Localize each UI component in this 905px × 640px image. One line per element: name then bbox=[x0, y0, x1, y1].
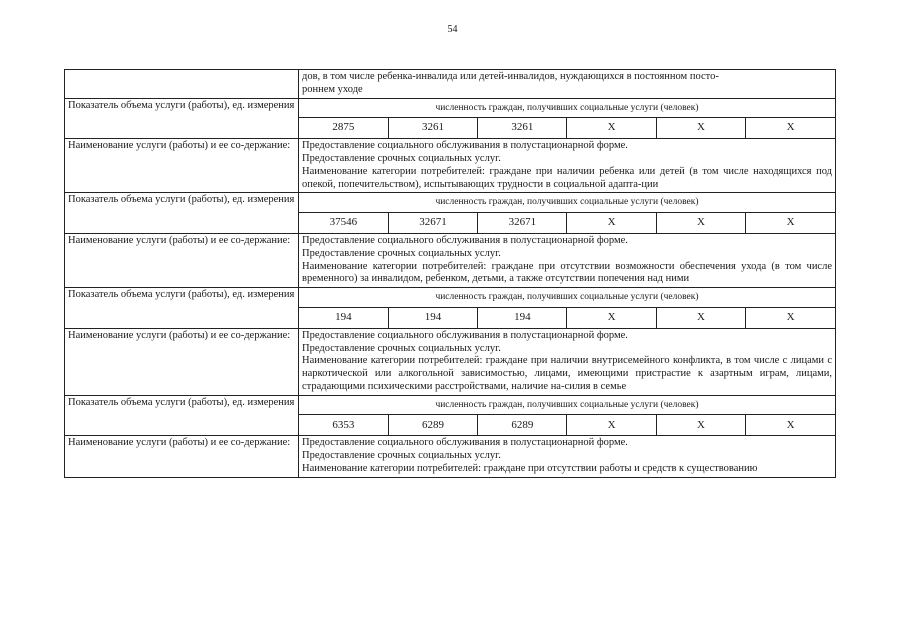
continuation-text: дов, в том числе ребенка-инвалида или детей-инвалидов, нуждающихся в постоянном посто- роннем уходе bbox=[299, 70, 836, 99]
value-cell: 194 bbox=[478, 307, 567, 328]
value-cell: X bbox=[567, 212, 656, 233]
service-label: Наименование услуги (работы) и ее со-держание: bbox=[65, 328, 299, 395]
indicator-row bbox=[65, 395, 836, 436]
unit-text: численность граждан, получивших социальные услуги (человек) bbox=[435, 102, 699, 113]
service-label: Наименование услуги (работы) и ее со-держание: bbox=[65, 139, 299, 193]
empty-label-cell bbox=[65, 70, 299, 99]
value-cell: 194 bbox=[388, 307, 477, 328]
service-row bbox=[65, 139, 836, 193]
service-row bbox=[65, 436, 836, 477]
value-cell: 6353 bbox=[299, 415, 388, 436]
indicator-row bbox=[65, 98, 836, 139]
unit-text: численность граждан, получивших социальные услуги (человек) bbox=[435, 399, 699, 410]
indicator-label: Показатель объема услуги (работы), ед. измерения bbox=[65, 395, 299, 436]
service-content: Предоставление социального обслуживания в полустационарной форме. Предоставление срочных социальных услуг. Наименование категории потребителей: граждане при отсутствии работы и средств к существованию bbox=[299, 436, 836, 477]
services-table bbox=[64, 69, 836, 478]
service-content: Предоставление социального обслуживания в полустационарной форме. Предоставление срочных социальных услуг. Наименование категории потребителей: граждане при наличии ребенка или детей (в том числе находящихся под опекой, попечительством), испытывающих трудности в социальной адапта-ции bbox=[299, 139, 836, 193]
service-row bbox=[65, 328, 836, 395]
indicator-row bbox=[65, 288, 836, 329]
indicator-values-cell bbox=[299, 288, 836, 329]
value-cell: 6289 bbox=[388, 415, 477, 436]
continuation-row bbox=[65, 70, 836, 99]
service-label: Наименование услуги (работы) и ее со-держание: bbox=[65, 233, 299, 287]
service-content: Предоставление социального обслуживания в полустационарной форме. Предоставление срочных социальных услуг. Наименование категории потребителей: граждане при отсутствии возможности обеспечения ухода (в том числе временного) за инвалидом, ребенком, детьми, а также отсутствии попечения над ними bbox=[299, 233, 836, 287]
service-label: Наименование услуги (работы) и ее со-держание: bbox=[65, 436, 299, 477]
value-cell: 3261 bbox=[478, 118, 567, 139]
value-cell: X bbox=[746, 118, 835, 139]
page-number: 54 bbox=[447, 24, 458, 35]
value-cell: 32671 bbox=[478, 212, 567, 233]
value-cell: X bbox=[567, 415, 656, 436]
value-cell: 2875 bbox=[299, 118, 388, 139]
values-row bbox=[299, 117, 835, 138]
indicator-values-cell bbox=[299, 193, 836, 234]
value-cell: X bbox=[746, 415, 835, 436]
value-cell: X bbox=[567, 118, 656, 139]
values-row bbox=[299, 307, 835, 328]
value-cell: X bbox=[567, 307, 656, 328]
value-cell: X bbox=[746, 212, 835, 233]
unit-text: численность граждан, получивших социальные услуги (человек) bbox=[435, 197, 699, 208]
indicator-values-cell bbox=[299, 98, 836, 139]
indicator-label: Показатель объема услуги (работы), ед. измерения bbox=[65, 193, 299, 234]
value-cell: X bbox=[656, 118, 745, 139]
value-cell: 6289 bbox=[478, 415, 567, 436]
indicator-row bbox=[65, 193, 836, 234]
values-row bbox=[299, 414, 835, 435]
indicator-label: Показатель объема услуги (работы), ед. измерения bbox=[65, 98, 299, 139]
value-cell: X bbox=[656, 307, 745, 328]
indicator-label: Показатель объема услуги (работы), ед. измерения bbox=[65, 288, 299, 329]
indicator-values-cell bbox=[299, 395, 836, 436]
value-cell: 32671 bbox=[388, 212, 477, 233]
unit-text: численность граждан, получивших социальные услуги (человек) bbox=[435, 292, 699, 303]
value-cell: X bbox=[656, 212, 745, 233]
value-cell: 37546 bbox=[299, 212, 388, 233]
values-row bbox=[299, 212, 835, 233]
value-cell: 194 bbox=[299, 307, 388, 328]
service-content: Предоставление социального обслуживания в полустационарной форме. Предоставление срочных социальных услуг. Наименование категории потребителей: граждане при наличии внутрисемейного конфликта, в том числе с лицами с наркотической или алкогольной зависимостью, лицами, имеющими пристрастие к азартным играм, лицами, страдающими психическими расстройствами, наличие на-силия в семье bbox=[299, 328, 836, 395]
value-cell: X bbox=[656, 415, 745, 436]
value-cell: 3261 bbox=[388, 118, 477, 139]
service-row bbox=[65, 233, 836, 287]
value-cell: X bbox=[746, 307, 835, 328]
